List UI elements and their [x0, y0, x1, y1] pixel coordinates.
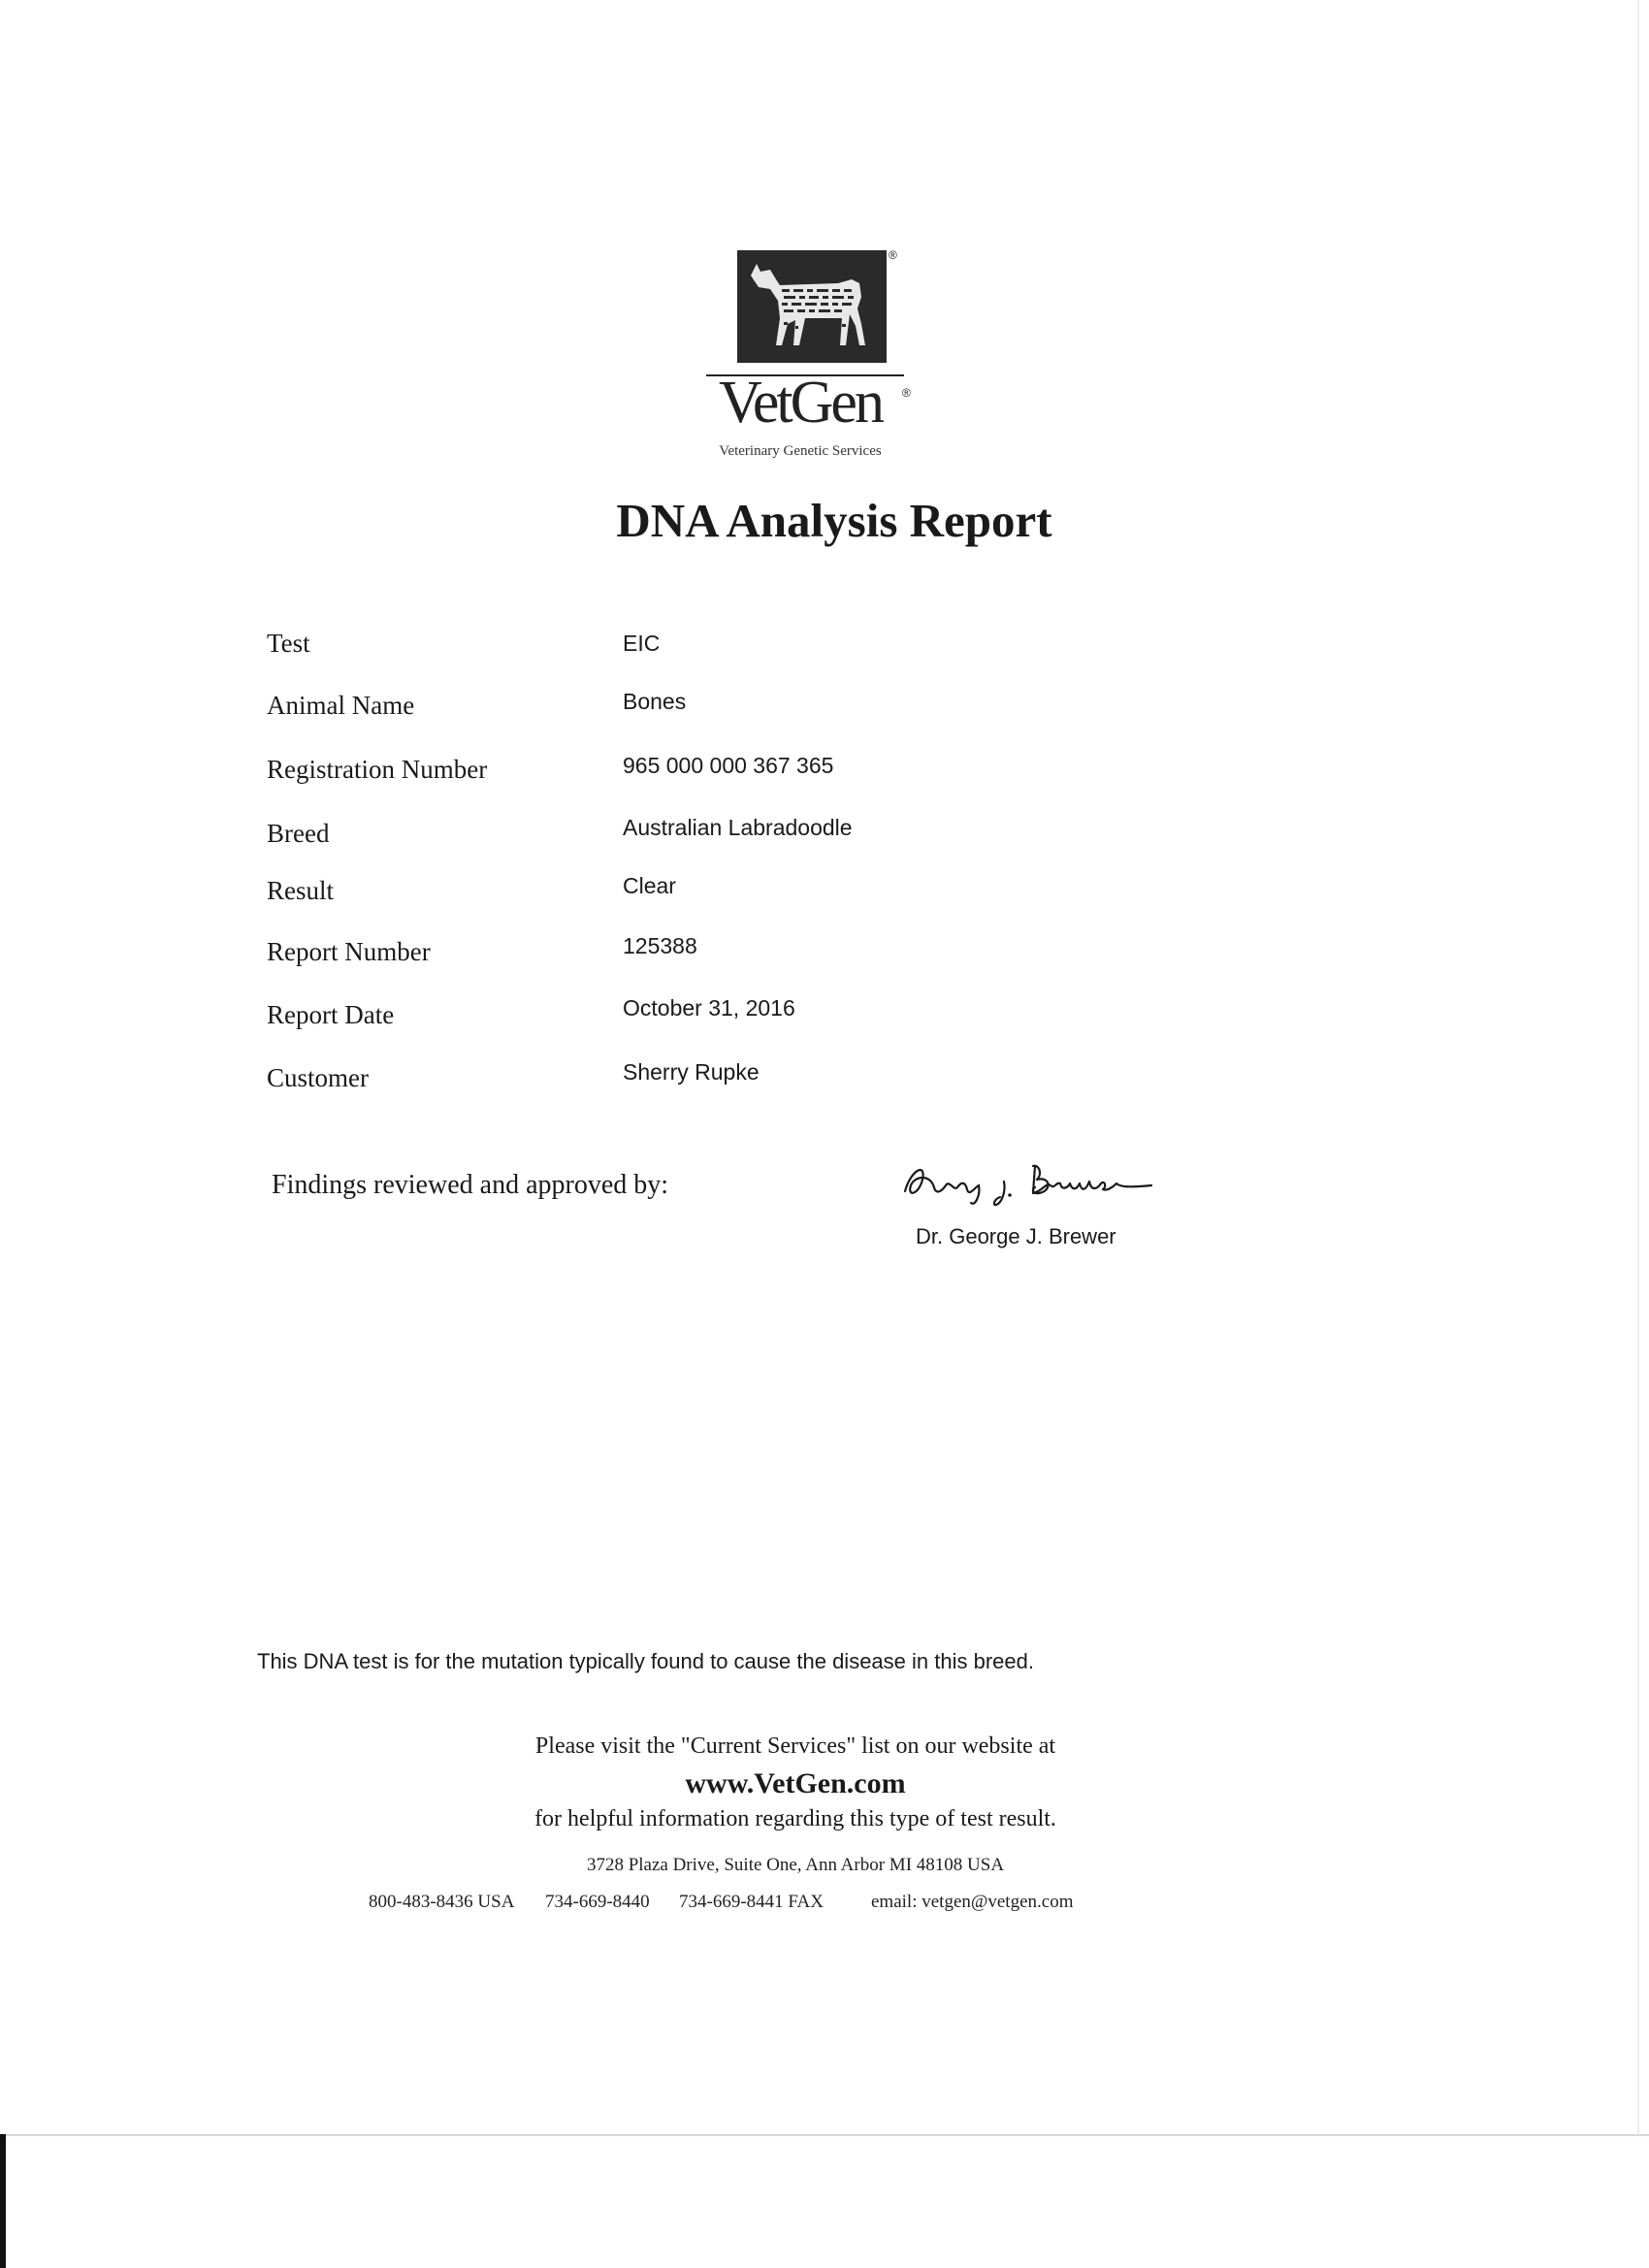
field-label-customer: Customer	[267, 1063, 369, 1092]
scan-left-shadow	[0, 2134, 6, 2268]
scan-edge-line	[1637, 0, 1639, 2134]
field-value-result: Clear	[623, 873, 676, 898]
field-label-report-date: Report Date	[267, 1000, 395, 1029]
disclaimer-text: This DNA test is for the mutation typically found to cause the disease in this breed.	[257, 1649, 1034, 1673]
field-label-breed: Breed	[267, 819, 330, 848]
report-title: DNA Analysis Report	[616, 494, 1052, 547]
visit-line-1: Please visit the "Current Services" list on our website at	[534, 1733, 1056, 1759]
field-value-report-date: October 31, 2016	[623, 995, 795, 1021]
field-value-test: EIC	[623, 631, 661, 656]
phone-usa: 800-483-8436 USA	[369, 1892, 515, 1912]
field-label-registration-number: Registration Number	[267, 755, 488, 784]
field-label-report-number: Report Number	[267, 937, 431, 966]
dog-silhouette-icon	[737, 250, 887, 363]
fax: 734-669-8441 FAX	[679, 1892, 824, 1912]
field-value-customer: Sherry Rupke	[623, 1059, 760, 1085]
phone: 734-669-8440	[545, 1892, 650, 1912]
signature-scribble	[897, 1152, 1164, 1211]
signer-name: Dr. George J. Brewer	[916, 1224, 1116, 1248]
registered-mark: ®	[889, 248, 897, 262]
scan-bottom-line	[0, 2134, 1649, 2136]
email-link[interactable]: email: vetgen@vetgen.com	[871, 1892, 1074, 1912]
brand-name: VetGen	[719, 370, 882, 436]
approval-label: Findings reviewed and approved by:	[272, 1170, 669, 1200]
field-value-report-number: 125388	[623, 933, 697, 958]
field-label-test: Test	[267, 629, 310, 658]
vetgen-logo	[737, 250, 887, 363]
brand-registered-mark: ®	[902, 386, 911, 400]
field-value-registration-number: 965 000 000 367 365	[623, 753, 834, 778]
brand-tagline: Veterinary Genetic Services	[719, 443, 882, 459]
signature	[897, 1152, 1164, 1211]
field-label-animal-name: Animal Name	[267, 691, 415, 720]
website-link[interactable]: www.VetGen.com	[685, 1767, 906, 1799]
visit-line-2: for helpful information regarding this type of test result.	[534, 1806, 1056, 1831]
field-value-breed: Australian Labradoodle	[623, 815, 853, 840]
address: 3728 Plaza Drive, Suite One, Ann Arbor MI 48108 USA	[586, 1855, 1005, 1875]
field-value-animal-name: Bones	[623, 689, 687, 714]
field-label-result: Result	[267, 876, 335, 905]
